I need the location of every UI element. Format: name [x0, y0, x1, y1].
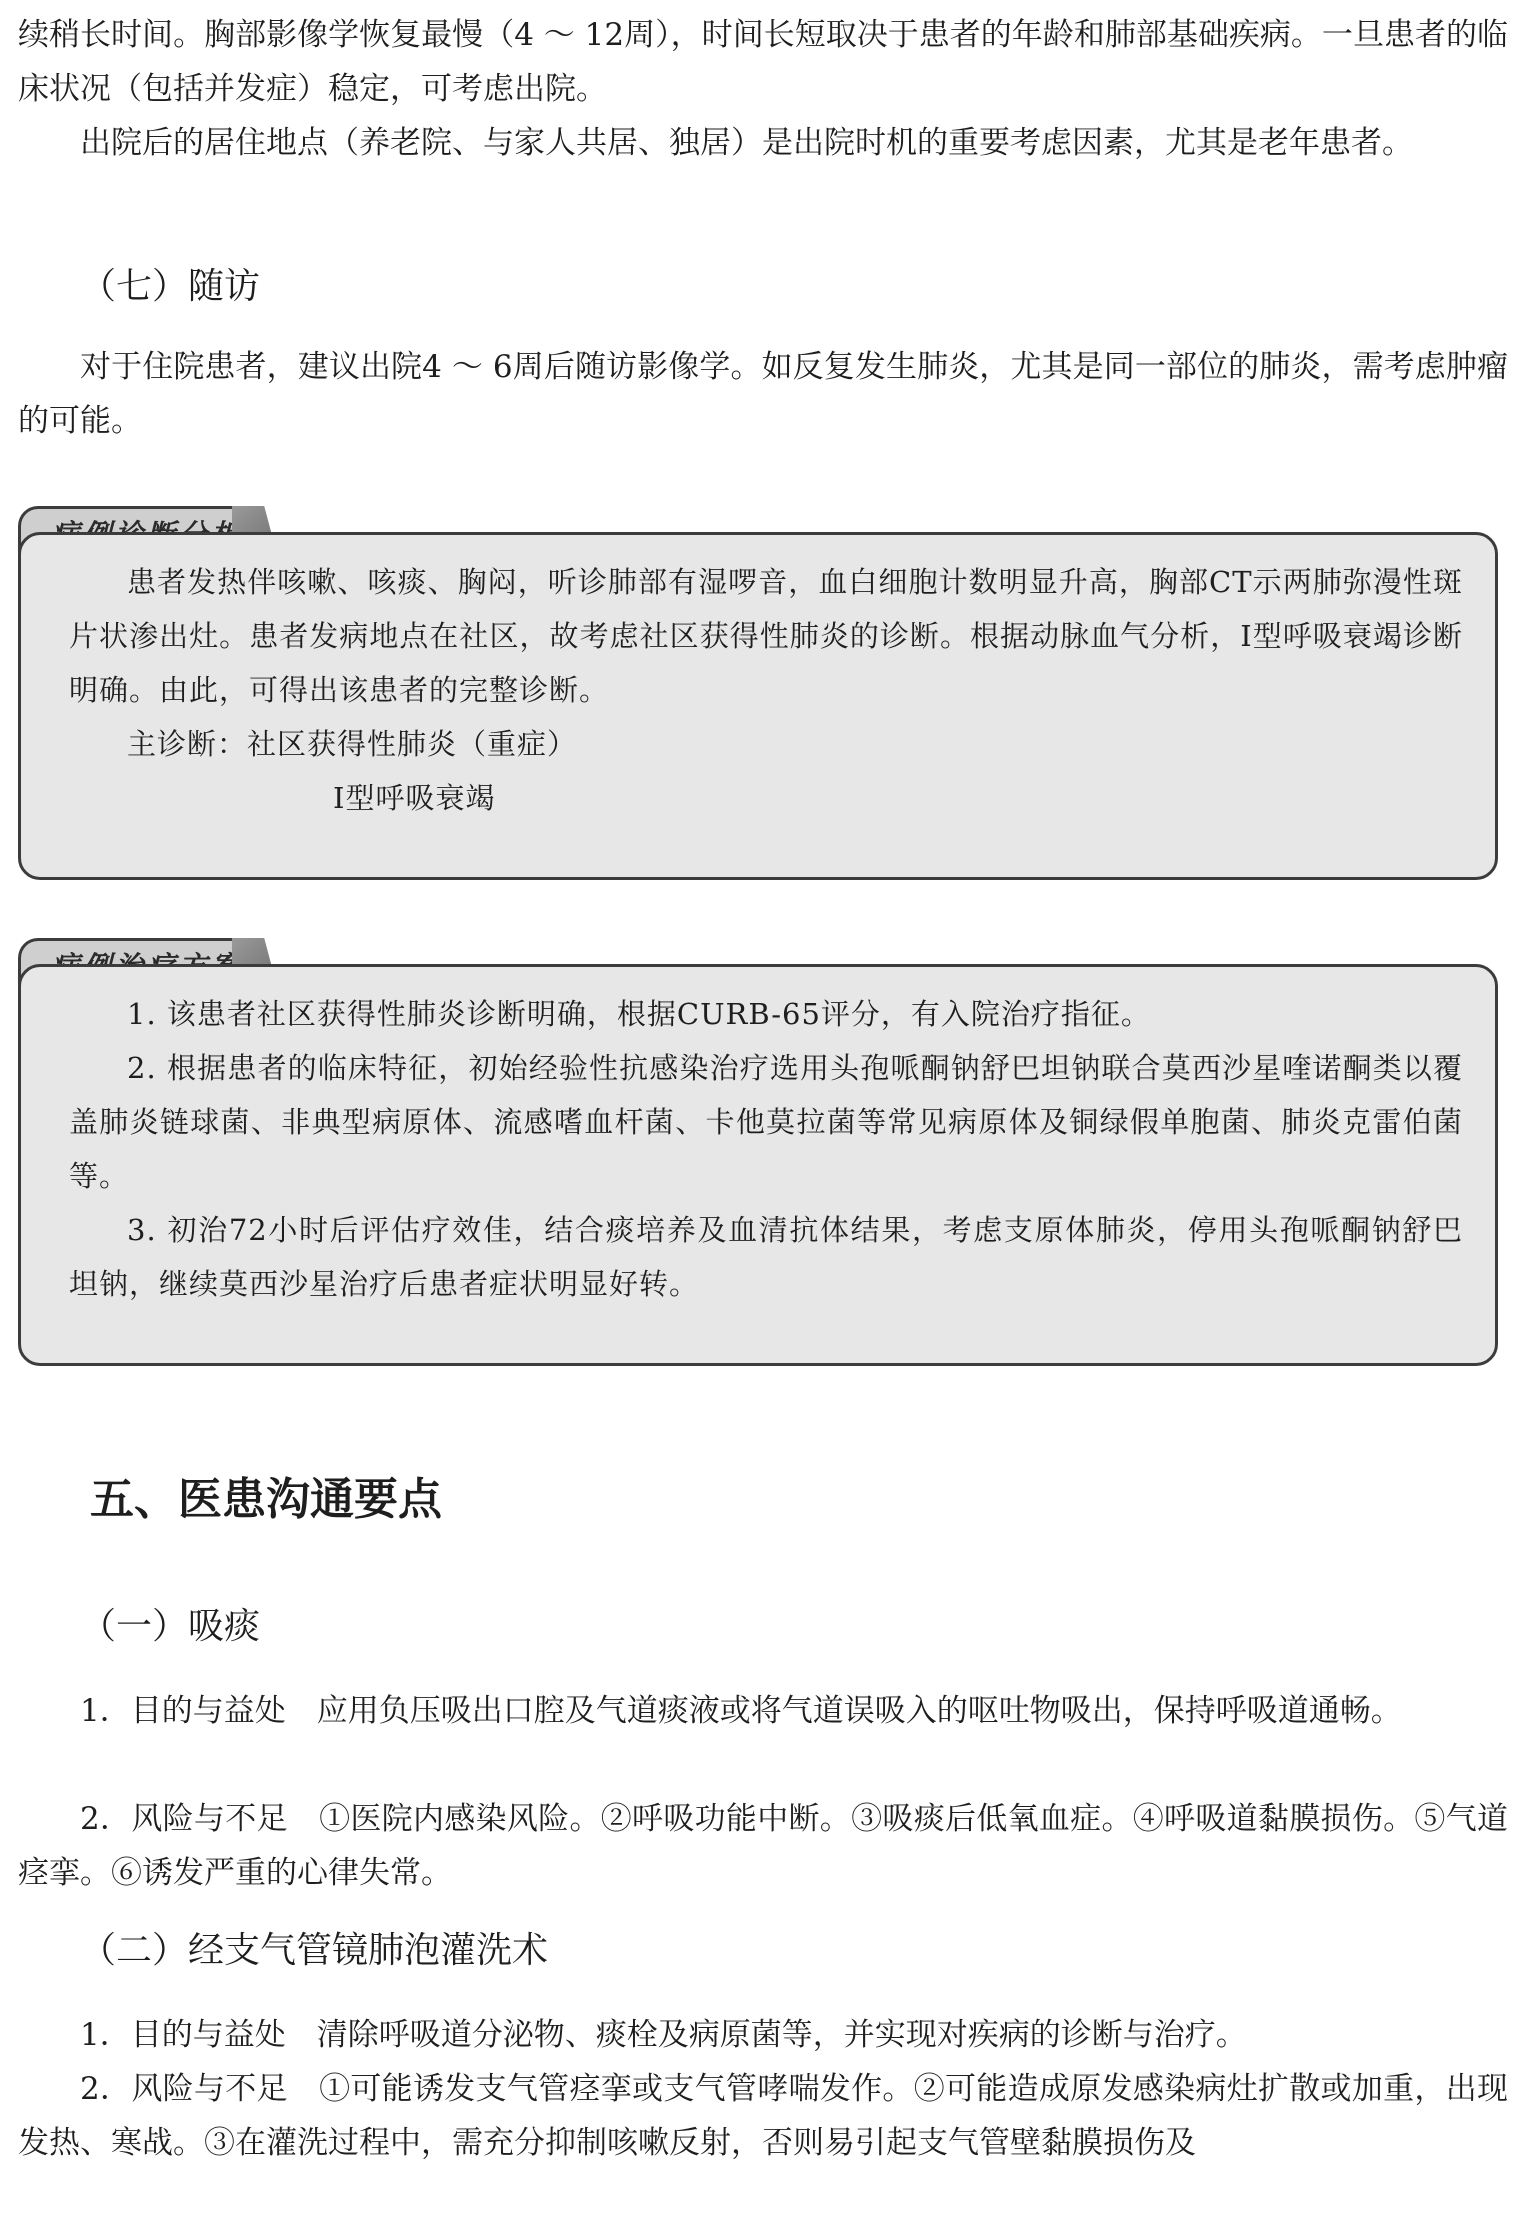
- treatment-item-1: 1. 该患者社区获得性肺炎诊断明确，根据CURB-65评分，有入院治疗指征。: [127, 997, 1151, 1031]
- lavage-item-1: 1．目的与益处 清除呼吸道分泌物、痰栓及病原菌等，并实现对疾病的诊断与治疗。: [80, 2017, 1247, 2053]
- followup-heading: （七）随访: [80, 266, 261, 307]
- followup-paragraph: 对于住院患者，建议出院4 ～ 6周后随访影像学。如反复发生肺炎，尤其是同一部位的肺炎，需考虑肿瘤的可能。: [18, 349, 1508, 439]
- suction-item-2: 2．风险与不足 ①医院内感染风险。②呼吸功能中断。③吸痰后低氧血症。④呼吸道黏膜损伤。⑤气道痉挛。⑥诱发严重的心律失常。: [18, 1801, 1508, 1891]
- section-heading: 五、医患沟通要点: [90, 1474, 442, 1525]
- lavage-item-2: 2．风险与不足 ①可能诱发支气管痉挛或支气管哮喘发作。②可能造成原发感染病灶扩散或加重，出现发热、寒战。③在灌洗过程中，需充分抑制咳嗽反射，否则易引起支气管壁黏膜损伤及: [18, 2071, 1508, 2161]
- suction-item-1: 1．目的与益处 应用负压吸出口腔及气道痰液或将气道误吸入的呕吐物吸出，保持呼吸道通畅。: [80, 1693, 1402, 1729]
- secondary-diagnosis: Ⅰ型呼吸衰竭: [333, 781, 496, 815]
- main-diagnosis: 主诊断：社区获得性肺炎（重症）: [127, 727, 578, 761]
- diagnosis-box: [18, 532, 1498, 880]
- intro-paragraph-2: 出院后的居住地点（养老院、与家人共居、独居）是出院时机的重要考虑因素，尤其是老年患者。: [80, 125, 1413, 161]
- treatment-box: [18, 964, 1498, 1366]
- suction-heading: （一）吸痰: [80, 1606, 261, 1647]
- diagnosis-text: 患者发热伴咳嗽、咳痰、胸闷，听诊肺部有湿啰音，血白细胞计数明显升高，胸部CT示两肺弥漫性斑片状渗出灶。患者发病地点在社区，故考虑社区获得性肺炎的诊断。根据动脉血气分析，Ⅰ型呼吸衰竭诊断明确。由此，可得出该患者的完整诊断。: [69, 565, 1463, 707]
- intro-paragraph-1: 续稍长时间。胸部影像学恢复最慢（4 ～ 12周），时间长短取决于患者的年龄和肺部基础疾病。一旦患者的临床状况（包括并发症）稳定，可考虑出院。: [18, 17, 1508, 107]
- treatment-item-3: 3. 初治72小时后评估疗效佳，结合痰培养及血清抗体结果，考虑支原体肺炎，停用头孢哌酮钠舒巴坦钠，继续莫西沙星治疗后患者症状明显好转。: [69, 1213, 1463, 1301]
- lavage-heading: （二）经支气管镜肺泡灌洗术: [80, 1930, 549, 1971]
- treatment-item-2: 2. 根据患者的临床特征，初始经验性抗感染治疗选用头孢哌酮钠舒巴坦钠联合莫西沙星喹诺酮类以覆盖肺炎链球菌、非典型病原体、流感嗜血杆菌、卡他莫拉菌等常见病原体及铜绿假单胞菌、肺炎克雷伯菌等。: [69, 1051, 1463, 1193]
